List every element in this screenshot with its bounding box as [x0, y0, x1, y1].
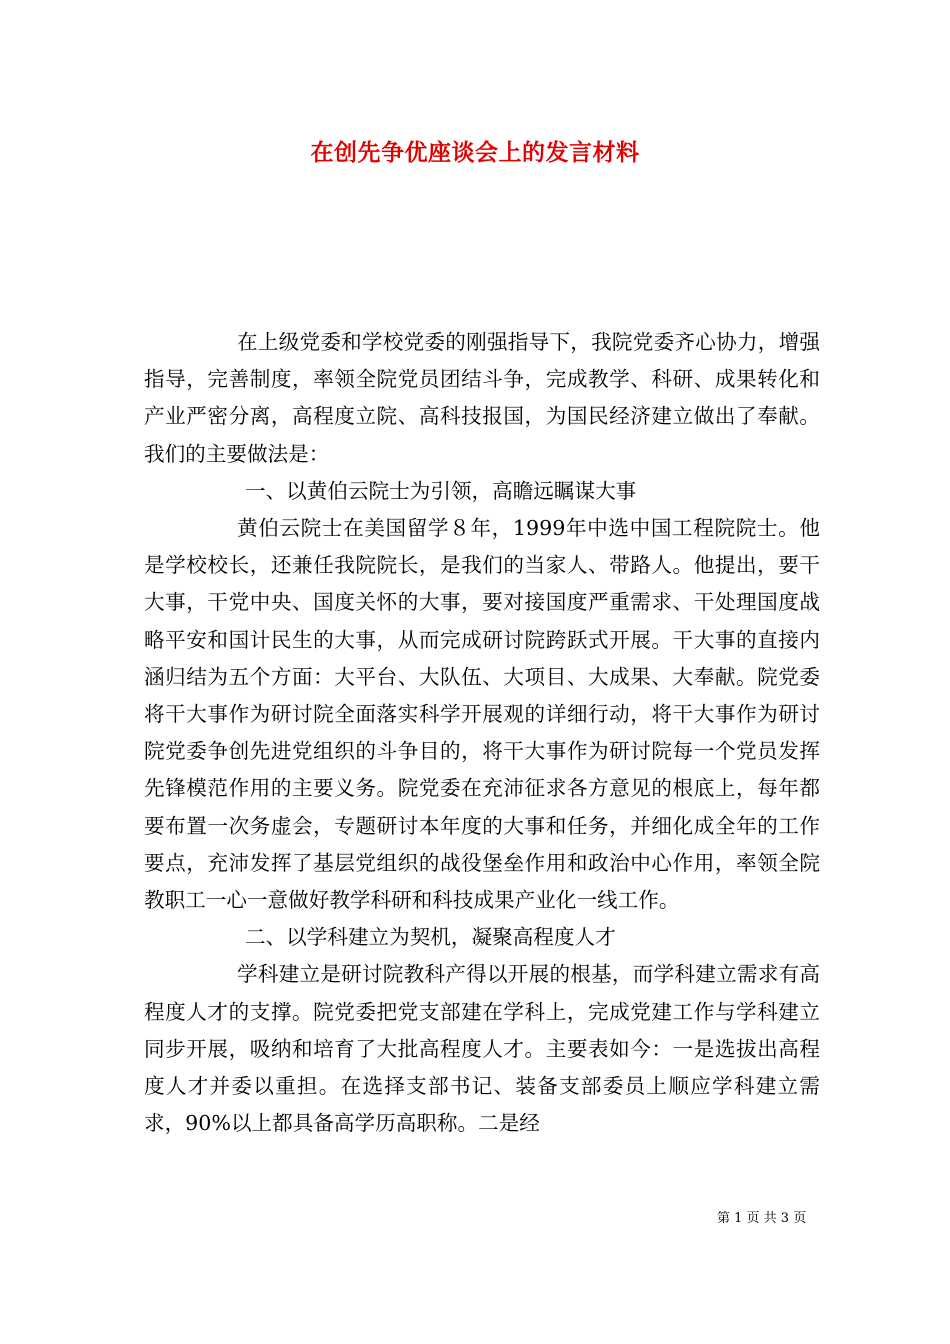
section-heading-1: 一、以黄伯云院士为引领，高瞻远瞩谋大事	[245, 478, 637, 503]
document-body	[144, 324, 820, 1142]
paragraph-section-2: 学科建立是研讨院教科产得以开展的根基，而学科建立需求有高程度人才的支撑。院党委把党支部建在学科上，完成党建工作与学科建立同步开展，吸纳和培育了大批高程度人才。主要表如今：一是选拔出高程度人才并委以重担。在选择支部书记、装备支部委员上顺应学科建立需求，90%以上都具备高学历高职称。二是经	[144, 962, 820, 1136]
page-footer: 第 1 页 共 3 页	[717, 1211, 807, 1226]
paragraph-section-1: 黄伯云院士在美国留学８年，1999年中选中国工程院院士。他是学校校长，还兼任我院院长，是我们的当家人、带路人。他提出，要干大事，干党中央、国度关怀的大事，要对接国度严重需求、干处理国度战略平安和国计民生的大事，从而完成研讨院跨跃式开展。干大事的直接内涵归结为五个方面：大平台、大队伍、大项目、大成果、大奉献。院党委将干大事作为研讨院全面落实科学开展观的详细行动，将干大事作为研讨院党委争创先进党组织的斗争目的，将干大事作为研讨院每一个党员发挥先锋模范作用的主要义务。院党委在充沛征求各方意见的根底上，每年都要布置一次务虚会，专题研讨本年度的大事和任务，并细化成全年的工作要点，充沛发挥了基层党组织的战役堡垒作用和政治中心作用，率领全院教职工一心一意做好教学科研和科技成果产业化一线工作。	[144, 516, 820, 913]
page-title: 在创先争优座谈会上的发言材料	[310, 139, 640, 166]
paragraph-intro: 在上级党委和学校党委的刚强指导下，我院党委齐心协力，增强指导，完善制度，率领全院党员团结斗争，完成教学、科研、成果转化和产业严密分离，高程度立院、高科技报国，为国民经济建立做出了奉献。我们的主要做法是：	[144, 330, 820, 466]
section-heading-2: 二、以学科建立为契机，凝聚高程度人才	[245, 925, 616, 950]
